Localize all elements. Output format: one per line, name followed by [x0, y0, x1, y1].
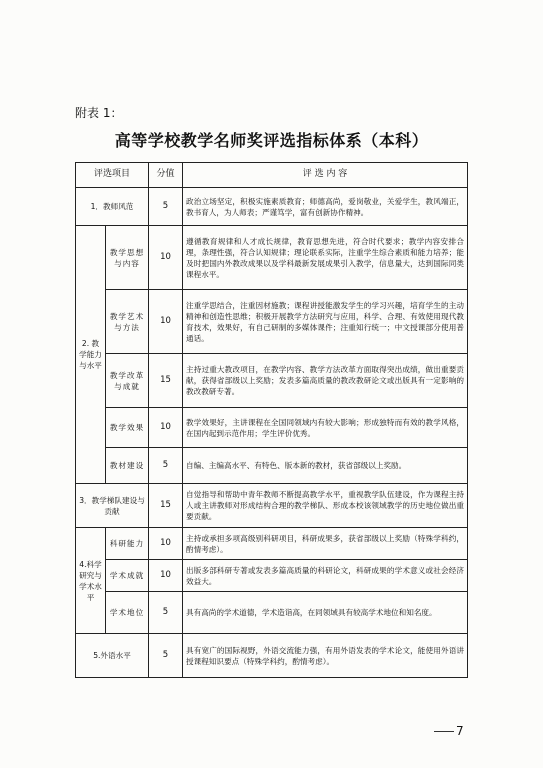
- score-cell: 10: [149, 528, 183, 560]
- content-cell: 具有高尚的学术道德，学术造诣高，在同领域具有较高学术地位和知名度。: [183, 592, 468, 634]
- table-row: [76, 634, 468, 678]
- table-row: [76, 592, 468, 634]
- score-cell: 5: [149, 188, 183, 226]
- category-cell: 1．教师风范: [76, 188, 149, 226]
- score-cell: 15: [149, 484, 183, 528]
- content-cell: 政治立场坚定，积极实施素质教育；师德高尚，爱岗敬业，关爱学生，教风端正，教书育人，为人师表；严谨笃学，富有创新协作精神。: [183, 188, 468, 226]
- table-row: [76, 448, 468, 484]
- subcategory-cell: 科研能力: [106, 528, 149, 560]
- table-row: [76, 560, 468, 592]
- score-cell: 5: [149, 448, 183, 484]
- table-row: [76, 226, 468, 290]
- table-row: [76, 484, 468, 528]
- header-score: 分值: [149, 163, 183, 188]
- subcategory-cell: 教材建设: [106, 448, 149, 484]
- subcategory-cell: 学术成就: [106, 560, 149, 592]
- subcategory-cell: 教学效果: [106, 408, 149, 448]
- header-content: 评 选 内 容: [183, 163, 468, 188]
- header-item: 评选项目: [76, 163, 149, 188]
- table-header-row: [76, 163, 468, 188]
- table-row: [76, 290, 468, 354]
- content-cell: 自编、主编高水平、有特色、版本新的教材，获省部级以上奖励。: [183, 448, 468, 484]
- category-cell: 5.外语水平: [76, 634, 149, 678]
- category-cell: 4.科学研究与学术水平: [76, 528, 106, 634]
- content-cell: 遵循教育规律和人才成长规律，教育思想先进，符合时代要求；教学内容安排合理，条理性强，符合认知规律；理论联系实际，注重学生综合素质和能力培养；能及时把国内外教改成果以及学科最新发展成果引入教学，信息量大，达到国际同类课程水平。: [183, 226, 468, 290]
- content-cell: 自觉指导和帮助中青年教师不断提高教学水平，重视教学队伍建设，作为课程主持人或主讲教师对形成结构合理的教学梯队、形成本校该领域教学的历史地位做出重要贡献。: [183, 484, 468, 528]
- subcategory-cell: 教学改革与成就: [106, 354, 149, 408]
- category-cell: 3．教学梯队建设与贡献: [76, 484, 149, 528]
- score-cell: 10: [149, 560, 183, 592]
- score-cell: 10: [149, 226, 183, 290]
- page-number-value: 7: [456, 724, 464, 738]
- score-cell: 5: [149, 592, 183, 634]
- score-cell: 5: [149, 634, 183, 678]
- content-cell: 注重学思结合，注重因材施教；课程讲授能激发学生的学习兴趣，培育学生的主动精神和创造性思维；积极开展教学方法研究与应用，科学、合理、有效使用现代教育技术，效果好，有自己研制的多媒体课件；注重知行统一；中文授课部分使用普通话。: [183, 290, 468, 354]
- criteria-table: [75, 162, 468, 678]
- subcategory-cell: 学术地位: [106, 592, 149, 634]
- attachment-label: 附表 1：: [75, 106, 123, 120]
- category-cell: 2. 教学能力与水平: [76, 226, 106, 484]
- page-title: 高等学校教学名师奖评选指标体系（本科）: [114, 131, 429, 150]
- content-cell: 具有宽广的国际视野，外语交流能力强，有用外语发表的学术论文，能使用外语讲授课程知识要点（特殊学科约，酌情考虑）。: [183, 634, 468, 678]
- table-row: [76, 408, 468, 448]
- table-row: [76, 528, 468, 560]
- score-cell: 10: [149, 290, 183, 354]
- page-number: [434, 724, 464, 738]
- content-cell: 主持过重大教改项目，在教学内容、教学方法改革方面取得突出成绩，做出重要贡献，获得省部级以上奖励；发表多篇高质量的教改教研论文或出版具有一定影响的教改教研专著。: [183, 354, 468, 408]
- table-row: [76, 188, 468, 226]
- table-row: [76, 354, 468, 408]
- content-cell: 教学效果好，主讲课程在全国同领域内有较大影响；形成独特而有效的教学风格，在国内起到示范作用；学生评价优秀。: [183, 408, 468, 448]
- score-cell: 15: [149, 354, 183, 408]
- content-cell: 出版多部科研专著或发表多篇高质量的科研论文，科研成果的学术意义或社会经济效益大。: [183, 560, 468, 592]
- content-cell: 主持或承担多项高级别科研项目，科研成果多，获省部级以上奖励（特殊学科约，酌情考虑）。: [183, 528, 468, 560]
- subcategory-cell: 教学思想与内容: [106, 226, 149, 290]
- score-cell: 10: [149, 408, 183, 448]
- subcategory-cell: 教学艺术与方法: [106, 290, 149, 354]
